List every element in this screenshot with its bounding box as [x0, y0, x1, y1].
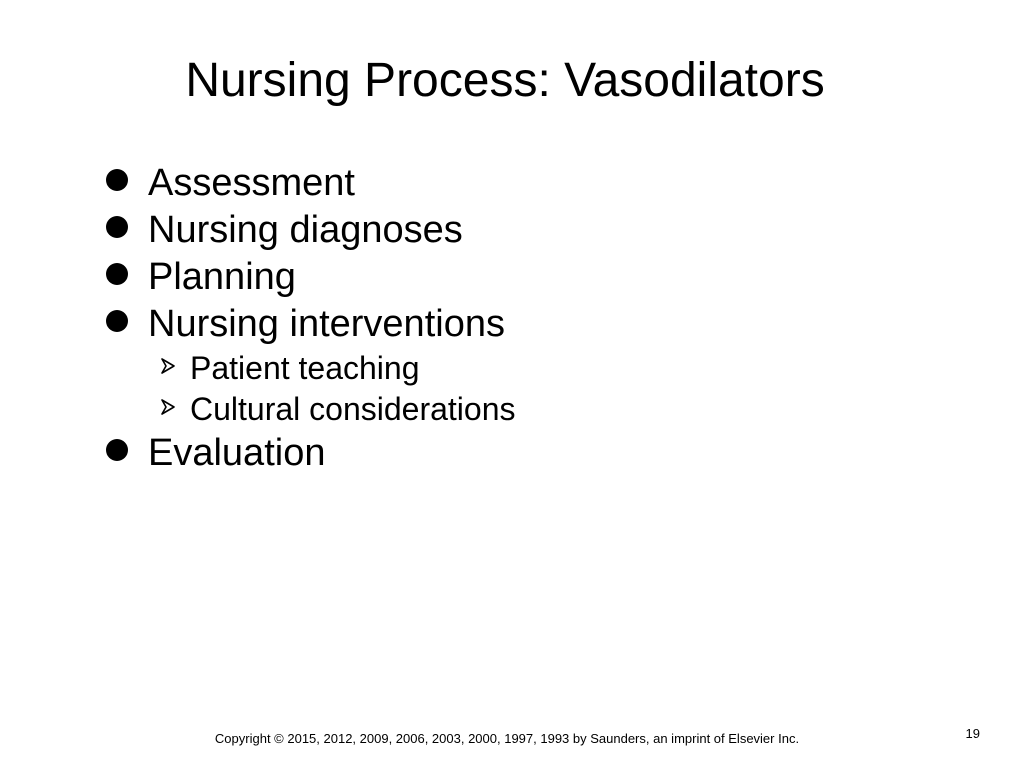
bullet-icon: [106, 310, 128, 332]
arrowhead-right-icon: [160, 345, 190, 382]
bullet-icon: [106, 169, 128, 191]
bullet-icon: [106, 439, 128, 461]
bullet-item-planning: [104, 254, 924, 301]
sub-bullet-item-patient-teaching: [104, 348, 924, 389]
page-number: 19: [965, 726, 980, 741]
bullet-label: Assessment: [148, 162, 355, 204]
bullet-item-nursing-diagnoses: [104, 207, 924, 254]
copyright-footer: Copyright © 2015, 2012, 2009, 2006, 2003, 2000, 1997, 1993 by Saunders, an imprint of Elsevier Inc.: [214, 731, 800, 746]
bullet-label: Evaluation: [148, 432, 326, 474]
bullet-icon: [106, 216, 128, 238]
bullet-item-nursing-interventions: [104, 301, 924, 348]
bullet-label: Nursing diagnoses: [148, 209, 463, 251]
bullet-list: [104, 160, 924, 477]
bullet-item-assessment: [104, 160, 924, 207]
sub-bullet-label: Patient teaching: [190, 350, 420, 386]
bullet-label: Planning: [148, 256, 296, 298]
arrowhead-right-icon: [160, 386, 190, 423]
sub-bullet-item-cultural-considerations: [104, 389, 924, 430]
bullet-label: Nursing interventions: [148, 303, 505, 345]
sub-bullet-label: Cultural considerations: [190, 391, 516, 427]
bullet-icon: [106, 263, 128, 285]
slide-title: Nursing Process: Vasodilators: [185, 54, 825, 107]
bullet-item-evaluation: [104, 430, 924, 477]
